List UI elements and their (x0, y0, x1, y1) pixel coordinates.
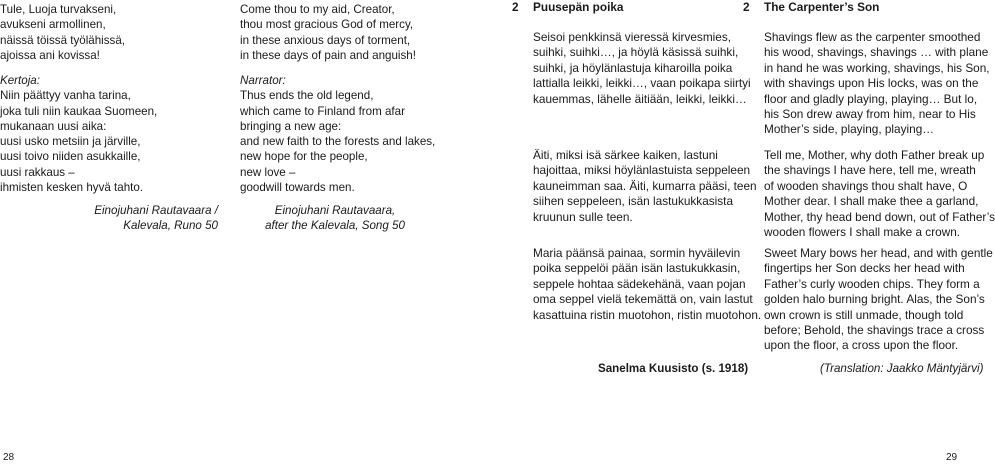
verse-line: new love – (240, 165, 296, 179)
lyric-line: oma seppel vielä tekemättä on, vain lastut (533, 292, 753, 307)
verse-line: in these anxious days of torment, (240, 33, 411, 47)
narrator-label: Narrator: (240, 74, 286, 87)
finnish-narrator (0, 73, 157, 195)
verse-line: uusi toivo niiden asukkaille, (0, 150, 141, 164)
author-name: Sanelma Kuusisto (s. 1918) (598, 362, 749, 375)
verse-line: avukseni armollinen, (0, 18, 106, 32)
lyric-line: wooden flowers I shall make a crown. (764, 225, 961, 240)
lyric-line: kruunun sulle teen. (533, 209, 633, 224)
lyric-line: suihki, suihki…, ja höylä käsissä suihki, (533, 45, 739, 60)
finnish-intro (0, 2, 125, 63)
lyric-line: own crown is still unmade, though told (764, 307, 964, 322)
lyric-line: with shavings upon His locks, was on the (764, 76, 979, 91)
lyric-line: Shavings flew as the carpenter smoothed (764, 30, 981, 44)
lyric-line: Tell me, Mother, why doth Father break up (764, 148, 985, 162)
english-narrator (240, 73, 435, 195)
verse-line: joka tuli niin kaukaa Suomeen, (0, 104, 158, 118)
lyric-line: his Son drew away from him, near to His (764, 107, 976, 122)
verse-line: Come thou to my aid, Creator, (240, 3, 395, 16)
verse-line: ajoissa ani kovissa! (0, 48, 100, 62)
lyric-line: siihen seppeleen, isän lastukukkasista (533, 194, 734, 209)
verse-line: Niin päättyy vanha tarina, (0, 89, 131, 103)
verse-line: uusi usko metsiin ja järville, (0, 135, 141, 149)
verse-line: goodwill towards men. (240, 181, 355, 195)
finnish-source (94, 203, 218, 234)
lyric-line: upon the floor, a cross upon the floor. (764, 338, 959, 353)
lyric-line: lattialla leikki, leikki…, vaan poikapa siirtyi (533, 76, 751, 91)
verse-line: new hope for the people, (240, 150, 368, 164)
track-number: 2 (512, 0, 519, 14)
author-credit (598, 362, 748, 375)
lyric-line: Sweet Mary bows her head, and with gentle (764, 246, 993, 260)
verse-line: thou most gracious God of mercy, (240, 18, 414, 32)
verse-line: mukanaan uusi aika: (0, 119, 107, 133)
page-number-left: 28 (3, 452, 15, 463)
lyric-line: of wooden shavings thou shalt have, O (764, 178, 968, 193)
verse-line: uusi rakkaus – (0, 165, 75, 179)
lyric-line: Mother, thy head bend down, out of Father’s (764, 209, 995, 224)
lyric-line: Mother dear. I shall make thee a garland, (764, 194, 979, 209)
lyric-line: kauneimman saa. Äiti, kumarra pääsi, teen (533, 178, 757, 193)
verse-line: bringing a new age: (240, 119, 342, 133)
lyric-line: Äiti, miksi isä särkee kaiken, lastuni (533, 148, 718, 162)
translation-credit: (Translation: Jaakko Mäntyjärvi) (820, 362, 984, 375)
lyric-line: Father’s curly wooden chips. They form a (764, 276, 980, 291)
stanza (533, 148, 757, 225)
lyric-line: in hand he was working, shavings, his Son, (764, 60, 990, 75)
lyric-line: floor and gladly playing, playing… But lo, (764, 91, 978, 106)
page-number-right: 29 (946, 452, 958, 463)
verse-line: ihmisten kesken hyvä tahto. (0, 181, 144, 195)
stanza (533, 246, 761, 323)
lyric-line: fingertips her Son decks her head with (764, 261, 965, 276)
verse-line: näissä töissä työlähissä, (0, 33, 126, 47)
lyric-line: before; Behold, the shavings trace a cross (764, 323, 985, 338)
lyric-line: hajoittaa, miksi höylänlastuista seppeleen (533, 163, 751, 178)
track-number: 2 (743, 0, 750, 14)
lyric-line: golden halo burning bright. Alas, the Son’s (764, 292, 985, 307)
lyric-line: his wood, shavings, shavings … with plane (764, 45, 989, 60)
stanza (764, 30, 990, 138)
source-line: Einojuhani Rautavaara / (94, 204, 218, 217)
lyric-line: Seisoi penkkinsä vieressä kirvesmies, (533, 30, 732, 44)
lyric-line: Maria päänsä painaa, sormin hyväilevin (533, 246, 741, 260)
verse-line: and new faith to the forests and lakes, (240, 135, 436, 149)
narrator-label: Kertoja: (0, 74, 40, 87)
verse-line: Thus ends the old legend, (240, 89, 374, 103)
lyric-line: the shavings I have here, tell me, wreath (764, 163, 976, 178)
english-intro (240, 2, 416, 63)
stanza (533, 30, 751, 107)
lyric-line: kasattuina ristin muotohon, ristin muotohon. (533, 307, 762, 322)
lyric-line: poika seppelöi pään isän lastukukkasin, (533, 261, 741, 276)
lyric-line: seppele hohtaa sädekehänä, vaan pojan (533, 276, 746, 291)
stanza (764, 148, 995, 240)
source-line: Kalevala, Runo 50 (123, 219, 218, 233)
source-line: Einojuhani Rautavaara, (274, 204, 396, 217)
song-title-english: The Carpenter’s Son (764, 0, 880, 14)
stanza (764, 246, 993, 354)
verse-line: in these days of pain and anguish! (240, 48, 416, 62)
verse-line: which came to Finland from afar (240, 104, 405, 118)
lyric-line: suihki, ja höylänlastuja kiharoilla poika (533, 60, 733, 75)
english-source (240, 203, 430, 234)
source-line: after the Kalevala, Song 50 (265, 219, 405, 233)
lyric-line: Mother’s side, playing, playing… (764, 122, 935, 137)
verse-line: Tule, Luoja turvakseni, (0, 3, 117, 16)
song-title-finnish: Puusepän poika (533, 0, 624, 14)
lyric-line: kauemmas, lähelle äitiään, leikki, leikki… (533, 91, 747, 106)
